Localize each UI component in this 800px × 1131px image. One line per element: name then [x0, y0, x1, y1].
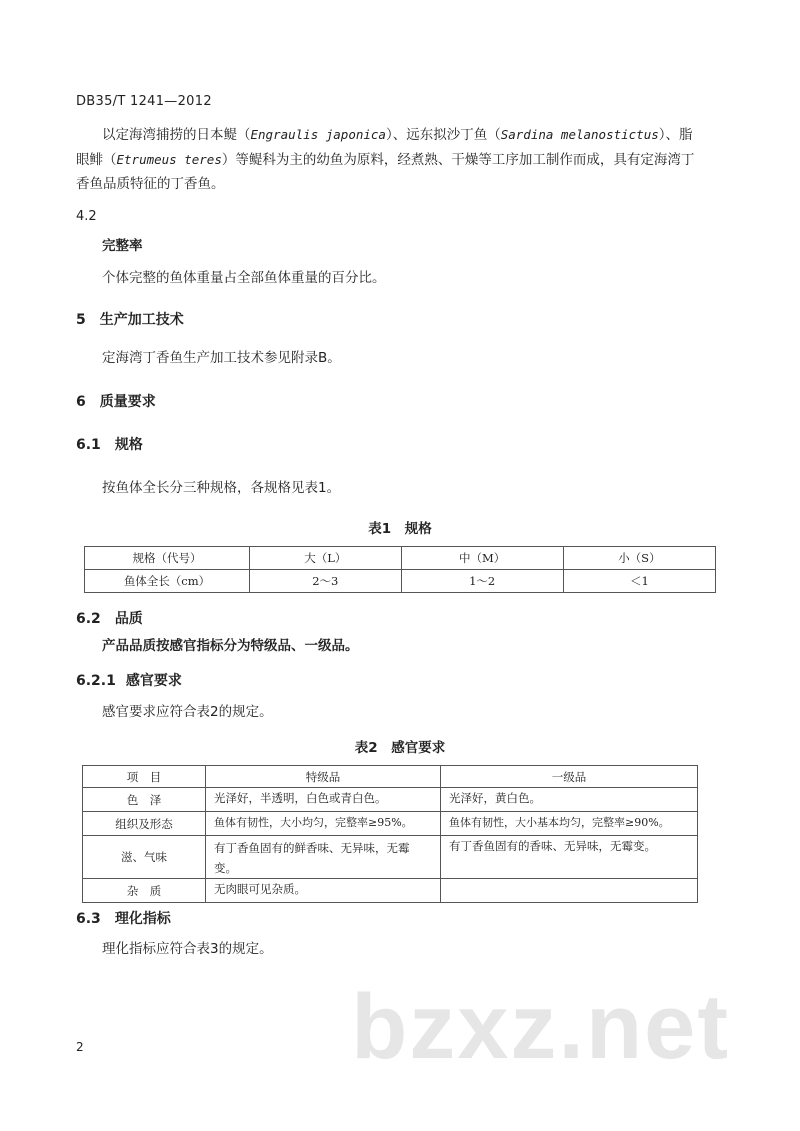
intro-line-2: [76, 147, 726, 173]
table-cell: 有丁香鱼固有的鲜香味、无异味，无霉变。: [206, 836, 441, 879]
table-cell: 鱼体全长（cm）: [85, 570, 250, 593]
table-row: [83, 836, 698, 879]
table-cell: 1～2: [401, 570, 563, 593]
page-number: 2: [76, 1040, 84, 1054]
intro-text: ）等鳀科为主的幼鱼为原料，经煮熟、干燥等工序加工制作而成，具有定海湾丁: [221, 152, 695, 168]
section-title: 品质: [114, 611, 143, 627]
table-cell: 一级品: [441, 766, 698, 788]
table-cell: 杂 质: [83, 879, 206, 903]
table-row: [83, 788, 698, 812]
intro-line-1: [102, 122, 693, 148]
table-cell: ＜1: [563, 570, 715, 593]
table-cell: [441, 879, 698, 903]
section-title: 感官要求: [125, 673, 182, 689]
table-header-row: [85, 547, 716, 570]
section-title: 规格: [114, 437, 143, 453]
section-heading-6-1: [76, 434, 143, 454]
species-name: Etrumeus teres: [116, 152, 222, 167]
section-title: 理化指标: [114, 911, 171, 927]
section-number: 4.2: [76, 209, 97, 224]
section-body: 理化指标应符合表3的规定。: [102, 941, 273, 957]
spec-table: [84, 546, 716, 593]
section-number: 6.1: [76, 437, 101, 453]
section-heading-6: [76, 391, 156, 411]
sensory-table: [82, 765, 698, 903]
table2-caption: 表2 感官要求: [354, 740, 446, 756]
intro-line-3: 香鱼品质特征的丁香鱼。: [76, 176, 225, 192]
term-title: 完整率: [102, 238, 143, 254]
section-body: 产品品质按感官指标分为特级品、一级品。: [102, 638, 359, 654]
table-cell: 光泽好，半透明，白色或青白色。: [206, 788, 441, 812]
intro-text: ）、远东拟沙丁鱼（: [385, 127, 501, 143]
table-cell: 中（M）: [401, 547, 563, 570]
section-body: 感官要求应符合表2的规定。: [102, 704, 273, 720]
table-header-row: [83, 766, 698, 788]
intro-text: ）、脂: [658, 127, 693, 143]
table-cell: 滋、气味: [83, 836, 206, 879]
intro-text: 以定海湾捕捞的日本鳀（: [102, 127, 251, 143]
table-cell: 鱼体有韧性，大小均匀，完整率≥95%。: [206, 812, 441, 836]
table-cell: 无肉眼可见杂质。: [206, 879, 441, 903]
species-name: Engraulis japonica: [250, 127, 386, 142]
table-row: [83, 812, 698, 836]
section-body: 定海湾丁香鱼生产加工技术参见附录B。: [102, 350, 341, 366]
section-number: 5: [76, 312, 86, 328]
section-heading-5: [76, 309, 184, 329]
table-cell: 色 泽: [83, 788, 206, 812]
section-heading-6-2-1: [76, 670, 182, 690]
table1-caption: 表1 规格: [368, 521, 432, 537]
table-cell: 大（L）: [250, 547, 402, 570]
section-body: 按鱼体全长分三种规格，各规格见表1。: [102, 480, 341, 496]
table-row: [83, 879, 698, 903]
section-number: 6.3: [76, 911, 101, 927]
section-heading-6-2: [76, 608, 143, 628]
species-name: Sardina melanostictus: [500, 127, 659, 142]
table-cell: 光泽好，黄白色。: [441, 788, 698, 812]
table-cell: 规格（代号）: [85, 547, 250, 570]
watermark: bzxz.net: [351, 976, 730, 1078]
section-number: 6.2: [76, 611, 101, 627]
table-cell: 特级品: [206, 766, 441, 788]
section-heading-6-3: [76, 908, 171, 928]
document-header: DB35/T 1241—2012: [76, 94, 212, 109]
term-definition: 个体完整的鱼体重量占全部鱼体重量的百分比。: [102, 270, 386, 286]
table-cell: 小（S）: [563, 547, 715, 570]
table-cell: 2～3: [250, 570, 402, 593]
section-number: 6.2.1: [76, 673, 116, 689]
intro-text: 眼鲱（: [76, 152, 117, 168]
section-number: 6: [76, 394, 86, 410]
table-cell: 组织及形态: [83, 812, 206, 836]
section-title: 质量要求: [99, 394, 156, 410]
table-cell: 项 目: [83, 766, 206, 788]
section-title: 生产加工技术: [99, 312, 184, 328]
table-row: [85, 570, 716, 593]
table-cell: 有丁香鱼固有的香味、无异味，无霉变。: [441, 836, 698, 879]
table-cell: 鱼体有韧性，大小基本均匀，完整率≥90%。: [441, 812, 698, 836]
